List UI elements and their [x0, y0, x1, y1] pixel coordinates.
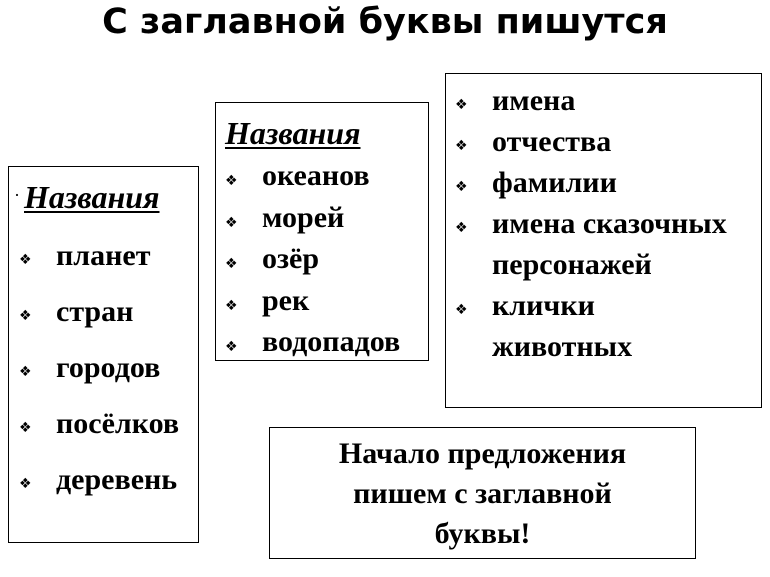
sentence-start-box: [269, 427, 696, 559]
people-names-box: [445, 73, 762, 408]
rule-text-line: Начало предложения: [338, 437, 627, 470]
list-item: ❖ рек: [216, 280, 430, 322]
diamond-bullet-icon: ❖: [455, 138, 468, 154]
diamond-bullet-icon: ❖: [225, 256, 238, 272]
list-item: ❖ стран: [9, 295, 190, 329]
diamond-bullet-icon: ❖: [225, 339, 238, 355]
box-heading: Названия: [225, 115, 361, 151]
list-item: ❖ клички животных: [455, 289, 633, 363]
list-item: ❖ отчества: [446, 121, 742, 162]
diamond-bullet-icon: ❖: [19, 420, 32, 436]
people-list: [446, 80, 763, 367]
list-item: ❖ имена: [446, 80, 742, 121]
water-names-box: [215, 102, 429, 361]
rule-text-line: пишем с заглавной: [353, 477, 612, 510]
diamond-bullet-icon: ❖: [455, 97, 468, 113]
page-title: С заглавной буквы пишутся: [102, 2, 668, 42]
water-list: [216, 155, 430, 363]
diamond-bullet-icon: ❖: [225, 214, 238, 231]
dot-marker: ·: [14, 185, 20, 205]
list-item: ❖ морей: [216, 197, 430, 239]
diamond-bullet-icon: ❖: [19, 252, 32, 268]
diamond-bullet-icon: ❖: [19, 476, 32, 492]
list-item: ❖ деревень: [9, 463, 190, 497]
list-item: ❖ фамилии: [446, 162, 742, 203]
diamond-bullet-icon: ❖: [225, 173, 238, 189]
rule-text-line: буквы!: [434, 517, 531, 550]
list-item: ❖ водопадов: [216, 321, 430, 363]
list-item: ❖ озёр: [216, 238, 430, 280]
list-item: ❖ городов: [9, 351, 190, 385]
diamond-bullet-icon: ❖: [19, 308, 32, 324]
diamond-bullet-icon: ❖: [225, 297, 238, 314]
diamond-bullet-icon: ❖: [455, 220, 468, 236]
list-item: ❖ океанов: [216, 155, 430, 197]
list-item: ❖ посёлков: [9, 407, 190, 441]
diamond-bullet-icon: ❖: [455, 179, 468, 195]
list-item: ❖ имена сказочных персонажей: [455, 207, 727, 281]
places-list: [9, 239, 200, 519]
diamond-bullet-icon: ❖: [19, 364, 32, 380]
places-names-box: [8, 166, 199, 543]
list-item: ❖ планет: [9, 239, 190, 273]
diamond-bullet-icon: ❖: [455, 302, 468, 318]
box-heading: Названия: [24, 179, 160, 215]
